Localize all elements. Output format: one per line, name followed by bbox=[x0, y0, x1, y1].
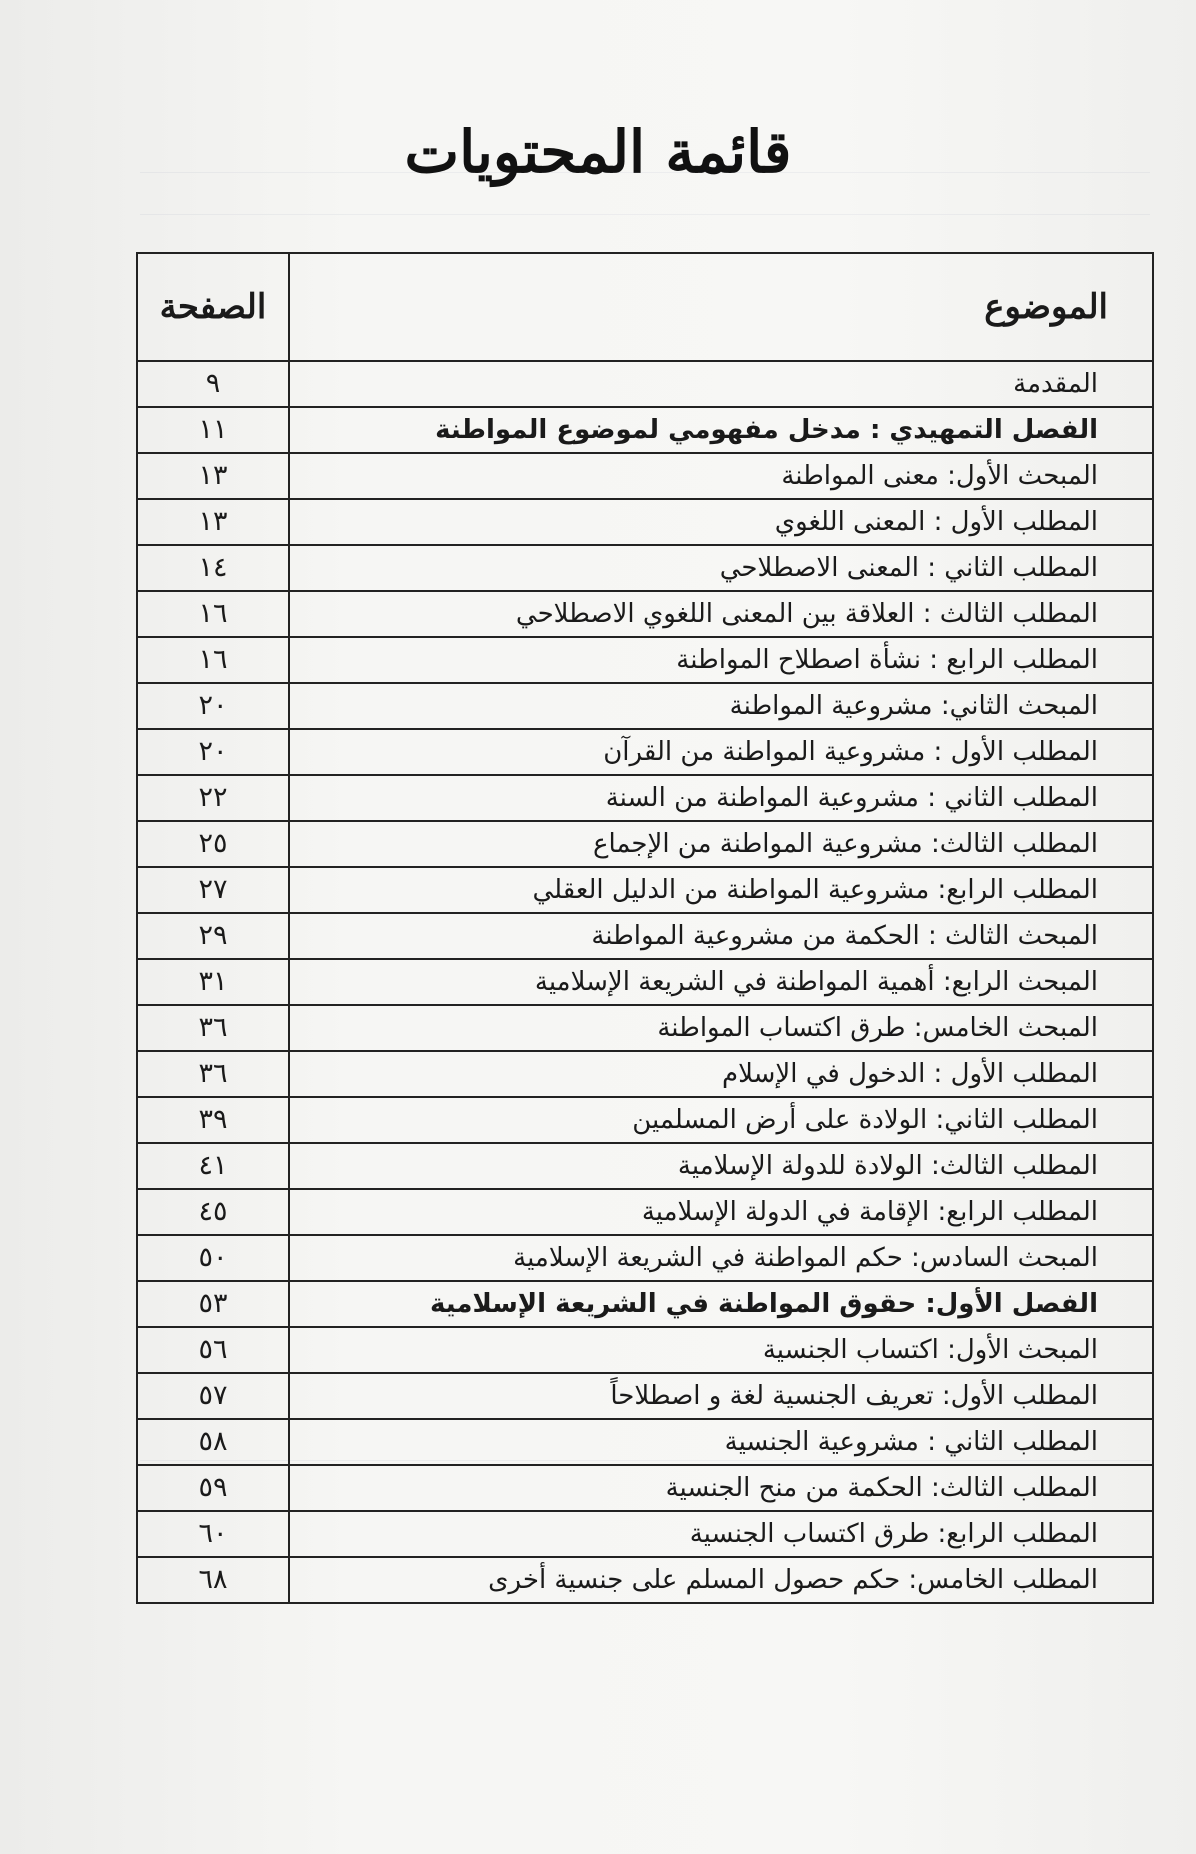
entry-page-number: ٦٨ bbox=[137, 1557, 289, 1603]
entry-page-number: ٥٧ bbox=[137, 1373, 289, 1419]
entry-page-number: ٦٠ bbox=[137, 1511, 289, 1557]
table-row bbox=[137, 499, 1153, 545]
entry-page-number: ٥٩ bbox=[137, 1465, 289, 1511]
entry-page-number: ٥٨ bbox=[137, 1419, 289, 1465]
entry-title: المطلب الرابع: مشروعية المواطنة من الدليل العقلي bbox=[289, 867, 1153, 913]
entry-page-number: ٣١ bbox=[137, 959, 289, 1005]
table-row bbox=[137, 453, 1153, 499]
entry-title: المبحث الثالث : الحكمة من مشروعية المواطنة bbox=[289, 913, 1153, 959]
entry-page-number: ٢٩ bbox=[137, 913, 289, 959]
entry-title: المطلب الخامس: حكم حصول المسلم على جنسية أخرى bbox=[289, 1557, 1153, 1603]
entry-title: المبحث الخامس: طرق اكتساب المواطنة bbox=[289, 1005, 1153, 1051]
page-column-header: الصفحة bbox=[137, 253, 289, 361]
entry-title: المبحث الرابع: أهمية المواطنة في الشريعة الإسلامية bbox=[289, 959, 1153, 1005]
entry-title: المبحث الأول: معنى المواطنة bbox=[289, 453, 1153, 499]
entry-page-number: ٣٩ bbox=[137, 1097, 289, 1143]
entry-page-number: ٢٠ bbox=[137, 683, 289, 729]
entry-title: المطلب الأول : الدخول في الإسلام bbox=[289, 1051, 1153, 1097]
entry-title: المقدمة bbox=[289, 361, 1153, 407]
entry-page-number: ٢٧ bbox=[137, 867, 289, 913]
table-row bbox=[137, 1235, 1153, 1281]
table-row bbox=[137, 637, 1153, 683]
table-row bbox=[137, 1189, 1153, 1235]
entry-page-number: ٩ bbox=[137, 361, 289, 407]
table-row bbox=[137, 1465, 1153, 1511]
table-row bbox=[137, 1419, 1153, 1465]
table-row bbox=[137, 1511, 1153, 1557]
table-row bbox=[137, 1005, 1153, 1051]
table-row bbox=[137, 1281, 1153, 1327]
table-row bbox=[137, 913, 1153, 959]
entry-page-number: ٢٢ bbox=[137, 775, 289, 821]
table-row bbox=[137, 821, 1153, 867]
table-row bbox=[137, 1097, 1153, 1143]
entry-page-number: ٥٠ bbox=[137, 1235, 289, 1281]
entry-title: المطلب الثالث: مشروعية المواطنة من الإجماع bbox=[289, 821, 1153, 867]
table-row bbox=[137, 867, 1153, 913]
entry-page-number: ١٤ bbox=[137, 545, 289, 591]
entry-page-number: ٥٦ bbox=[137, 1327, 289, 1373]
contents-table bbox=[136, 252, 1154, 1604]
entry-page-number: ١٦ bbox=[137, 591, 289, 637]
entry-page-number: ٢٠ bbox=[137, 729, 289, 775]
entry-title: المطلب الثاني: الولادة على أرض المسلمين bbox=[289, 1097, 1153, 1143]
header-row bbox=[137, 253, 1153, 361]
entry-title: المطلب الثاني : مشروعية الجنسية bbox=[289, 1419, 1153, 1465]
entry-title: المطلب الثالث : العلاقة بين المعنى اللغوي الاصطلاحي bbox=[289, 591, 1153, 637]
entry-page-number: ١٣ bbox=[137, 453, 289, 499]
entry-title: المطلب الأول: تعريف الجنسية لغة و اصطلاحاً bbox=[289, 1373, 1153, 1419]
table-row bbox=[137, 545, 1153, 591]
entry-title: المطلب الرابع : نشأة اصطلاح المواطنة bbox=[289, 637, 1153, 683]
table-row bbox=[137, 1051, 1153, 1097]
entry-title: المطلب الثالث: الحكمة من منح الجنسية bbox=[289, 1465, 1153, 1511]
show-through-line bbox=[140, 214, 1150, 215]
entry-title: المطلب الرابع: الإقامة في الدولة الإسلامية bbox=[289, 1189, 1153, 1235]
entry-page-number: ١١ bbox=[137, 407, 289, 453]
entry-title: المبحث الأول: اكتساب الجنسية bbox=[289, 1327, 1153, 1373]
table-row bbox=[137, 1143, 1153, 1189]
entry-title: المطلب الثالث: الولادة للدولة الإسلامية bbox=[289, 1143, 1153, 1189]
table-row bbox=[137, 1327, 1153, 1373]
entry-page-number: ١٦ bbox=[137, 637, 289, 683]
table-row bbox=[137, 1557, 1153, 1603]
entry-page-number: ٣٦ bbox=[137, 1051, 289, 1097]
entry-page-number: ١٣ bbox=[137, 499, 289, 545]
entry-title: المطلب الأول : المعنى اللغوي bbox=[289, 499, 1153, 545]
table-row bbox=[137, 959, 1153, 1005]
entry-title: المطلب الأول : مشروعية المواطنة من القرآن bbox=[289, 729, 1153, 775]
entry-page-number: ٣٦ bbox=[137, 1005, 289, 1051]
subject-column-header: الموضوع bbox=[289, 253, 1153, 361]
entry-title: المبحث السادس: حكم المواطنة في الشريعة الإسلامية bbox=[289, 1235, 1153, 1281]
table-row bbox=[137, 683, 1153, 729]
table-row bbox=[137, 729, 1153, 775]
entry-title: الفصل الأول: حقوق المواطنة في الشريعة الإسلامية bbox=[289, 1281, 1153, 1327]
entry-page-number: ٥٣ bbox=[137, 1281, 289, 1327]
table-row bbox=[137, 591, 1153, 637]
entry-title: المطلب الرابع: طرق اكتساب الجنسية bbox=[289, 1511, 1153, 1557]
entry-title: الفصل التمهيدي : مدخل مفهومي لموضوع المواطنة bbox=[289, 407, 1153, 453]
table-row bbox=[137, 1373, 1153, 1419]
table-row bbox=[137, 407, 1153, 453]
table-row bbox=[137, 775, 1153, 821]
entry-page-number: ٤١ bbox=[137, 1143, 289, 1189]
entry-title: المطلب الثاني : المعنى الاصطلاحي bbox=[289, 545, 1153, 591]
entry-title: المطلب الثاني : مشروعية المواطنة من السنة bbox=[289, 775, 1153, 821]
table-row bbox=[137, 361, 1153, 407]
entry-page-number: ٤٥ bbox=[137, 1189, 289, 1235]
contents-rows bbox=[137, 361, 1153, 1603]
entry-title: المبحث الثاني: مشروعية المواطنة bbox=[289, 683, 1153, 729]
page-title: قائمة المحتويات bbox=[404, 118, 792, 186]
entry-page-number: ٢٥ bbox=[137, 821, 289, 867]
